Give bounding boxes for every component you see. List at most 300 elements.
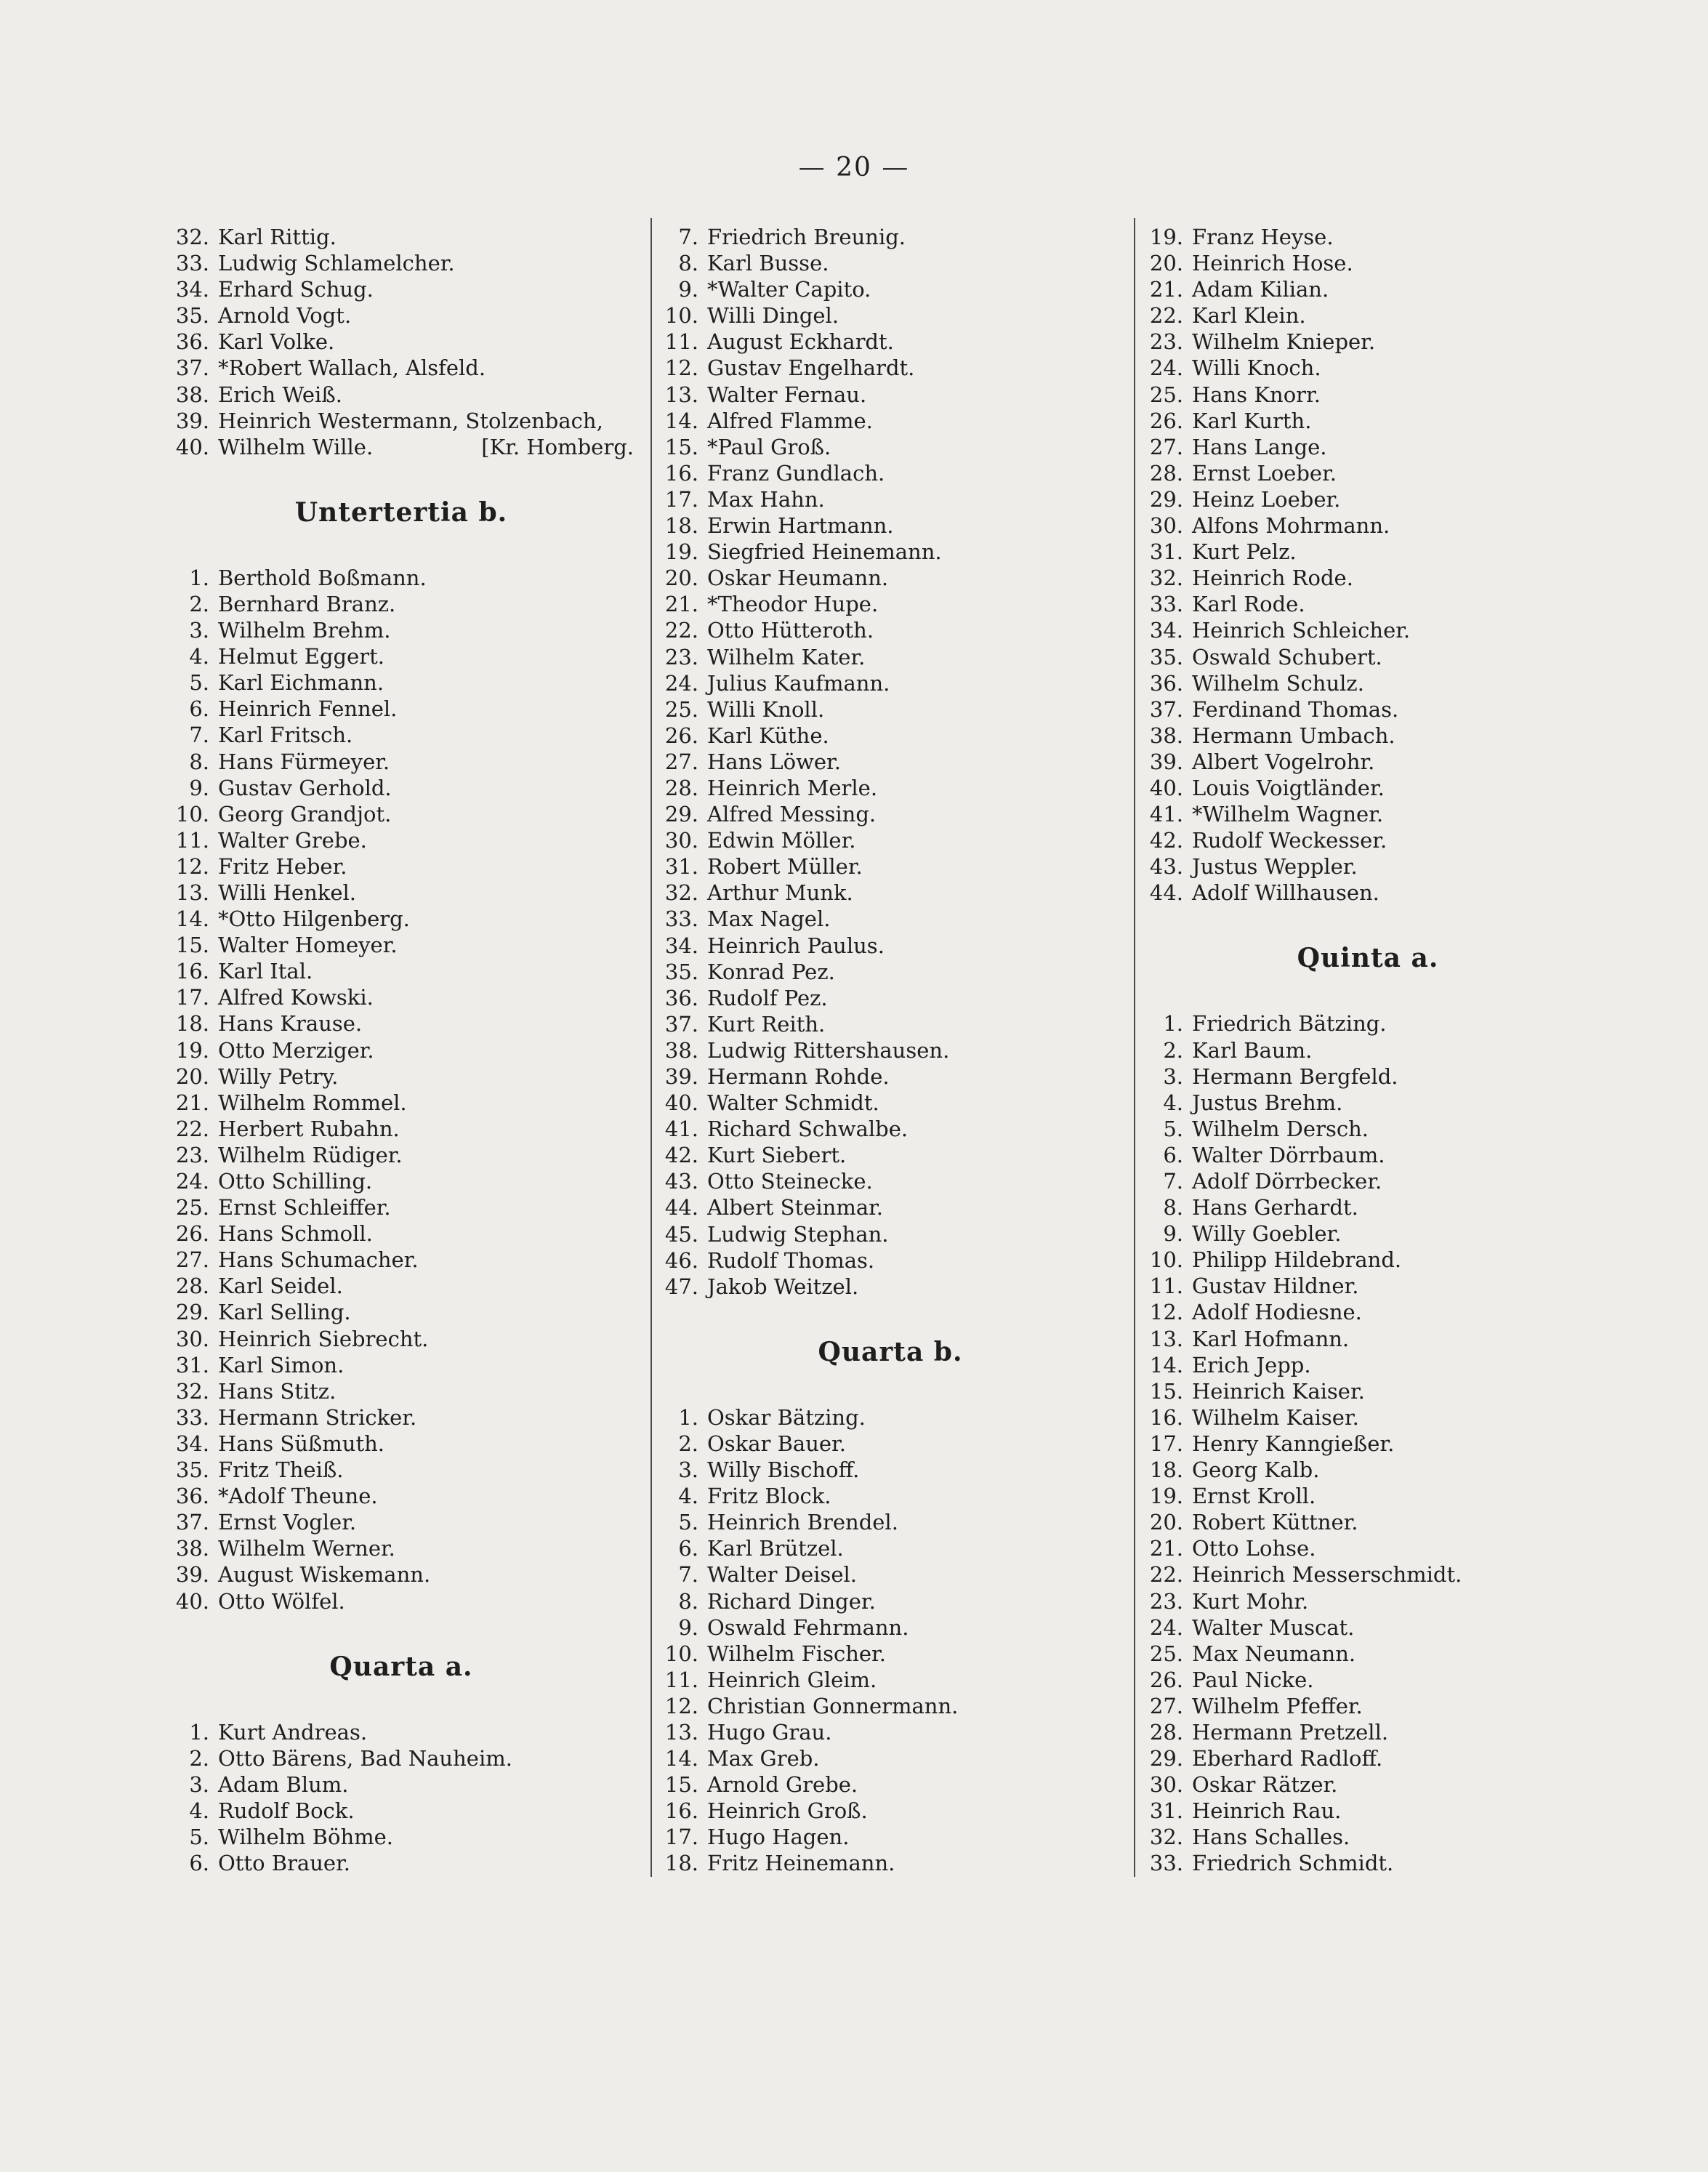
list-item <box>650 644 1130 670</box>
entry-number: 28. <box>1149 1719 1183 1745</box>
student-name: Justus Weppler. <box>1192 854 1358 880</box>
list-item <box>161 1010 641 1037</box>
list-item <box>650 382 1130 408</box>
list-item <box>161 801 641 827</box>
list-item <box>650 775 1130 801</box>
entry-number: 33. <box>1149 592 1183 617</box>
student-name: Otto Hütteroth. <box>707 618 874 643</box>
student-name: Wilhelm Schulz. <box>1192 670 1364 696</box>
entry-number: 46. <box>664 1247 698 1273</box>
student-name: Karl Busse. <box>707 251 829 276</box>
entry-number: 20. <box>1149 1510 1183 1535</box>
entry-number: 39. <box>175 408 209 433</box>
student-name: Adolf Willhausen. <box>1192 880 1379 906</box>
list-item <box>161 853 641 880</box>
entry-number: 26. <box>664 723 698 748</box>
student-name: Walter Homeyer. <box>218 933 398 958</box>
student-name: Franz Heyse. <box>1192 225 1334 249</box>
entry-number: 39. <box>664 1064 698 1089</box>
entry-number: 35. <box>1149 644 1183 669</box>
student-name: Willi Knoll. <box>707 696 825 722</box>
student-name: Willi Knoch. <box>1192 355 1321 381</box>
entry-number: 1. <box>189 1719 209 1745</box>
entry-number: 19. <box>175 1037 209 1063</box>
entry-number: 15. <box>664 1772 698 1798</box>
entry-number: 40. <box>1149 775 1183 800</box>
entry-number: 23. <box>175 1142 209 1167</box>
page-number: — 20 — <box>798 153 910 182</box>
entry-number: 9. <box>189 775 209 800</box>
student-name: Alfons Mohrmann. <box>1192 513 1390 539</box>
entry-number: 12. <box>1149 1300 1183 1325</box>
entry-number: 41. <box>664 1117 698 1142</box>
list-item <box>650 329 1130 355</box>
list-item <box>650 1561 1130 1588</box>
student-name: Wilhelm Wille. <box>218 434 374 459</box>
student-name: Hans Knorr. <box>1192 382 1321 407</box>
student-name: Max Hahn. <box>707 486 825 512</box>
entry-number: 14. <box>175 906 209 932</box>
student-name: Hermann Umbach. <box>1192 723 1395 748</box>
list-item <box>650 539 1130 565</box>
entry-number: 32. <box>1149 566 1183 591</box>
entry-number: 2. <box>189 591 209 616</box>
entry-number: 31. <box>1149 1798 1183 1824</box>
entry-number: 9. <box>678 1614 698 1640</box>
student-name: Franz Gundlach. <box>707 460 885 486</box>
list-item <box>650 1221 1130 1247</box>
student-name: Heinrich Siebrecht. <box>218 1326 429 1351</box>
student-name: Oskar Bauer. <box>707 1431 846 1456</box>
list-item <box>650 1667 1130 1693</box>
list-item <box>161 1194 641 1220</box>
student-name: Albert Steinmar. <box>707 1195 883 1220</box>
list-item <box>161 1561 641 1588</box>
list-item <box>650 1063 1130 1090</box>
entry-number: 22. <box>1149 303 1183 329</box>
list-item <box>161 775 641 801</box>
student-name: Richard Dinger. <box>707 1588 876 1614</box>
student-name: Albert Vogelrohr. <box>1192 749 1375 774</box>
entry-number: 16. <box>1149 1404 1183 1430</box>
entry-number: 43. <box>664 1169 698 1194</box>
student-name: August Wiskemann. <box>218 1562 431 1588</box>
student-name: Wilhelm Rüdiger. <box>218 1142 403 1167</box>
list-item <box>161 827 641 853</box>
entry-number: 8. <box>189 749 209 774</box>
entry-number: 33. <box>175 1404 209 1430</box>
list-item <box>161 382 641 408</box>
entry-number: 18. <box>664 513 698 539</box>
entry-number: 32. <box>664 880 698 906</box>
list-item <box>1135 1116 1600 1142</box>
student-name: Wilhelm Fischer. <box>707 1641 886 1666</box>
student-name: Wilhelm Werner. <box>218 1536 395 1561</box>
entry-number: 29. <box>664 802 698 827</box>
list-item <box>1135 880 1600 906</box>
student-name: Hans Krause. <box>218 1011 363 1037</box>
list-item <box>1135 1168 1600 1194</box>
entry-number: 19. <box>664 539 698 565</box>
entry-number: 13. <box>1149 1326 1183 1351</box>
entry-number: 14. <box>664 1746 698 1771</box>
entry-number: 25. <box>664 696 698 722</box>
list-item <box>650 434 1130 460</box>
list-item <box>650 1404 1130 1431</box>
student-name: Adolf Hodiesne. <box>1192 1300 1362 1325</box>
entry-number: 24. <box>664 670 698 696</box>
entry-number: 3. <box>678 1457 698 1483</box>
entry-number: 45. <box>664 1221 698 1247</box>
student-name: Karl Fritsch. <box>218 723 353 748</box>
list-item <box>1135 329 1600 355</box>
student-name: August Eckhardt. <box>707 329 894 355</box>
student-name: Fritz Block. <box>707 1484 831 1509</box>
list-item <box>1135 1483 1600 1509</box>
student-name: Karl Kurth. <box>1192 408 1312 433</box>
student-name: Heinrich Rau. <box>1192 1798 1342 1824</box>
list-item <box>161 1352 641 1378</box>
entry-number: 27. <box>175 1247 209 1273</box>
list-item <box>161 1745 641 1771</box>
entry-number: 29. <box>175 1300 209 1325</box>
student-name: Ernst Schleiffer. <box>218 1195 391 1220</box>
student-name: Willy Goebler. <box>1192 1221 1342 1247</box>
entry-number: 18. <box>1149 1457 1183 1483</box>
student-name: Paul Nicke. <box>1192 1667 1314 1692</box>
student-name: Heinrich Schleicher. <box>1192 618 1411 643</box>
entry-number: 7. <box>1163 1169 1183 1194</box>
student-name: Hermann Stricker. <box>218 1404 417 1430</box>
student-name: Friedrich Schmidt. <box>1192 1851 1394 1876</box>
entry-number: 9. <box>1163 1221 1183 1247</box>
entry-number: 43. <box>1149 854 1183 880</box>
entry-number: 30. <box>175 1326 209 1351</box>
student-name: Karl Volke. <box>218 329 335 355</box>
entry-number: 7. <box>189 723 209 748</box>
list-item <box>161 1116 641 1142</box>
student-name: Hugo Grau. <box>707 1719 832 1745</box>
entry-number: 34. <box>175 1431 209 1456</box>
list-item <box>650 1011 1130 1037</box>
entry-number: 42. <box>664 1143 698 1168</box>
list-item <box>1135 1142 1600 1168</box>
entry-number: 26. <box>175 1221 209 1247</box>
list-item <box>650 276 1130 302</box>
entry-number: 27. <box>1149 1693 1183 1718</box>
entry-number: 32. <box>1149 1825 1183 1850</box>
list-item <box>161 906 641 932</box>
entry-number: 32. <box>175 225 209 249</box>
student-name: Otto Brauer. <box>218 1851 350 1876</box>
student-name: Wilhelm Rommel. <box>218 1090 407 1115</box>
list-item <box>650 1719 1130 1745</box>
student-name: Oswald Fehrmann. <box>707 1614 909 1640</box>
list-item <box>161 1824 641 1850</box>
entry-number: 27. <box>1149 434 1183 459</box>
list-item <box>161 1483 641 1509</box>
entry-number: 15. <box>1149 1378 1183 1404</box>
entry-number: 22. <box>1149 1562 1183 1588</box>
student-name: Walter Muscat. <box>1192 1614 1355 1640</box>
list-item <box>1135 827 1600 853</box>
entry-number: 3. <box>189 618 209 643</box>
student-name: Justus Brehm. <box>1192 1090 1343 1115</box>
entry-number: 4. <box>189 644 209 669</box>
entry-number: 23. <box>1149 1588 1183 1614</box>
list-item <box>650 1142 1130 1168</box>
student-name: Robert Müller. <box>707 854 863 880</box>
list-item <box>161 1719 641 1745</box>
list-item <box>161 1142 641 1168</box>
list-item <box>1135 1299 1600 1325</box>
list-item <box>1135 617 1600 643</box>
list-item <box>1135 1273 1600 1299</box>
student-name: Hans Schmoll. <box>218 1221 373 1247</box>
student-name: Walter Grebe. <box>218 827 367 853</box>
list-item <box>161 880 641 906</box>
student-name: *Theodor Hupe. <box>707 592 879 617</box>
list-item <box>161 1063 641 1090</box>
entry-number: 13. <box>664 1719 698 1745</box>
entry-number: 10. <box>1149 1247 1183 1273</box>
list-item <box>650 355 1130 381</box>
entry-number: 36. <box>175 329 209 355</box>
entry-number: 42. <box>1149 828 1183 853</box>
list-item <box>1135 1090 1600 1116</box>
entry-number: 31. <box>175 1352 209 1377</box>
list-item <box>1135 1010 1600 1037</box>
class-heading: Untertertia b. <box>294 496 508 528</box>
entry-number: 12. <box>664 1693 698 1718</box>
list-item <box>161 1457 641 1483</box>
list-item <box>650 1745 1130 1771</box>
column-2 <box>650 224 1130 1877</box>
student-name: Wilhelm Kater. <box>707 644 866 669</box>
entry-number: 16. <box>664 1798 698 1824</box>
student-name: Oskar Heumann. <box>707 566 889 591</box>
entry-number: 4. <box>678 1484 698 1509</box>
entry-number: 30. <box>1149 513 1183 539</box>
entry-number: 28. <box>175 1274 209 1299</box>
list-item <box>1135 512 1600 539</box>
list-item <box>161 1798 641 1824</box>
student-name: Oskar Rätzer. <box>1192 1772 1338 1798</box>
student-name: Walter Deisel. <box>707 1562 857 1588</box>
student-name: Heinrich Hose. <box>1192 251 1353 276</box>
list-item <box>650 1247 1130 1274</box>
student-name: Karl Rode. <box>1192 592 1305 617</box>
list-item <box>650 801 1130 827</box>
entry-number: 21. <box>1149 277 1183 302</box>
entry-number: 14. <box>664 408 698 433</box>
entry-number: 40. <box>175 1588 209 1614</box>
list-item <box>1135 565 1600 591</box>
entry-number: 39. <box>175 1562 209 1588</box>
entry-number: 6. <box>1163 1142 1183 1167</box>
student-name: Heinz Loeber. <box>1192 486 1341 512</box>
student-name: Berthold Boßmann. <box>218 565 427 590</box>
entry-number: 30. <box>664 828 698 853</box>
list-item <box>161 1220 641 1247</box>
list-item <box>1135 1850 1600 1876</box>
entry-number: 6. <box>189 696 209 722</box>
student-name: Kurt Reith. <box>707 1011 826 1037</box>
list-item <box>1135 1798 1600 1824</box>
entry-number: 10. <box>175 801 209 826</box>
entry-number: 1. <box>678 1404 698 1430</box>
entry-number: 21. <box>1149 1536 1183 1561</box>
student-name: Georg Kalb. <box>1192 1457 1320 1483</box>
student-name: Julius Kaufmann. <box>707 670 890 696</box>
entry-number: 24. <box>1149 355 1183 381</box>
student-name: Willi Dingel. <box>707 303 839 329</box>
entry-number: 35. <box>175 303 209 329</box>
student-name: Walter Schmidt. <box>707 1090 879 1116</box>
list-item <box>650 1116 1130 1142</box>
entry-number: 26. <box>1149 408 1183 433</box>
student-name: Ludwig Stephan. <box>707 1221 889 1247</box>
student-name: Helmut Eggert. <box>218 644 384 669</box>
list-item <box>650 1614 1130 1641</box>
student-name: Rudolf Pez. <box>707 985 828 1010</box>
list-item <box>650 1037 1130 1063</box>
student-name: Hermann Rohde. <box>707 1064 890 1089</box>
entry-number: 5. <box>1163 1116 1183 1141</box>
list-item <box>161 1168 641 1194</box>
list-item <box>650 1168 1130 1194</box>
list-item <box>1135 723 1600 749</box>
list-item <box>650 250 1130 276</box>
entry-number: 47. <box>664 1274 698 1299</box>
list-item <box>161 1509 641 1535</box>
entry-number: 6. <box>189 1851 209 1876</box>
entry-number: 7. <box>678 1562 698 1588</box>
list-item <box>161 696 641 722</box>
student-name: Hans Schumacher. <box>218 1247 419 1273</box>
student-name: Edwin Möller. <box>707 828 856 853</box>
entry-number: 12. <box>175 853 209 879</box>
list-item <box>1135 250 1600 276</box>
student-name: Karl Selling. <box>218 1300 351 1325</box>
student-name: Heinrich Paulus. <box>707 933 885 958</box>
list-item <box>650 1090 1130 1116</box>
class-heading: Quinta a. <box>1297 943 1439 974</box>
student-name: Karl Seidel. <box>218 1274 343 1299</box>
student-name: *Wilhelm Wagner. <box>1192 802 1384 827</box>
entry-number: 21. <box>175 1090 209 1115</box>
student-name: Otto Steinecke. <box>707 1169 873 1194</box>
entry-number: 40. <box>664 1090 698 1116</box>
student-name: Ludwig Rittershausen. <box>707 1037 950 1063</box>
student-name: Friedrich Breunig. <box>707 225 906 249</box>
student-name: Otto Lohse. <box>1192 1536 1316 1561</box>
entry-number: 17. <box>664 1825 698 1850</box>
list-item <box>1135 1326 1600 1352</box>
student-name: Max Neumann. <box>1192 1641 1356 1666</box>
list-item <box>161 984 641 1010</box>
list-item <box>161 1090 641 1116</box>
list-item <box>161 1273 641 1299</box>
student-name: Oswald Schubert. <box>1192 644 1382 669</box>
student-name: Rudolf Bock. <box>218 1798 355 1823</box>
list-item <box>1135 355 1600 381</box>
list-item <box>1135 1457 1600 1483</box>
student-name: Ferdinand Thomas. <box>1192 696 1399 722</box>
student-name: Ernst Kroll. <box>1192 1484 1316 1509</box>
list-item <box>1135 1378 1600 1404</box>
list-item <box>161 669 641 696</box>
column-1 <box>161 224 641 1876</box>
entry-number: 22. <box>664 618 698 643</box>
student-name: Heinrich Fennel. <box>218 696 398 722</box>
student-name: Hans Löwer. <box>707 749 841 774</box>
entry-number: 38. <box>175 382 209 407</box>
entry-number: 11. <box>664 1667 698 1692</box>
entry-number: 44. <box>1149 880 1183 906</box>
student-name: Heinrich Kaiser. <box>1192 1378 1365 1404</box>
student-name: Georg Grandjot. <box>218 801 392 826</box>
entry-number: 38. <box>664 1037 698 1063</box>
entry-number: 30. <box>1149 1772 1183 1798</box>
list-item <box>650 1824 1130 1850</box>
entry-number: 24. <box>1149 1614 1183 1640</box>
list-item <box>161 565 641 591</box>
student-name: Otto Merziger. <box>218 1037 374 1063</box>
list-item <box>161 434 641 460</box>
list-item <box>650 565 1130 591</box>
list-item <box>650 1771 1130 1798</box>
list-item <box>161 1299 641 1325</box>
list-item <box>650 617 1130 643</box>
list-item <box>1135 1063 1600 1090</box>
list-item <box>1135 408 1600 434</box>
entry-number: 35. <box>175 1457 209 1483</box>
student-name: Heinrich Brendel. <box>707 1510 898 1535</box>
list-item <box>1135 775 1600 801</box>
student-name: Richard Schwalbe. <box>707 1117 909 1142</box>
entry-number: 37. <box>175 355 209 381</box>
entry-number: 40. <box>175 434 209 459</box>
entry-number: 26. <box>1149 1667 1183 1692</box>
list-item <box>650 1798 1130 1824</box>
entry-number: 34. <box>175 277 209 302</box>
student-name: Arthur Munk. <box>707 880 853 906</box>
list-item <box>161 1037 641 1063</box>
list-item <box>161 1850 641 1876</box>
list-item <box>161 1326 641 1352</box>
entry-number: 22. <box>175 1116 209 1141</box>
entry-number: 4. <box>1163 1090 1183 1115</box>
entry-number: 10. <box>664 303 698 329</box>
student-name: Erhard Schug. <box>218 277 374 302</box>
list-item <box>650 933 1130 959</box>
student-name: Walter Dörrbaum. <box>1192 1142 1385 1167</box>
list-item <box>650 1588 1130 1614</box>
list-item <box>161 355 641 381</box>
list-item <box>1135 853 1600 880</box>
list-item <box>161 1378 641 1404</box>
entry-number: 36. <box>175 1484 209 1509</box>
student-name: Fritz Heber. <box>218 853 347 879</box>
student-name: Karl Hofmann. <box>1192 1326 1350 1351</box>
student-name: Hans Fürmeyer. <box>218 749 390 774</box>
entry-number: 2. <box>678 1431 698 1456</box>
student-name: Louis Voigtländer. <box>1192 775 1385 800</box>
student-name: Wilhelm Dersch. <box>1192 1116 1369 1141</box>
student-name: Ernst Loeber. <box>1192 460 1337 486</box>
entry-number: 17. <box>175 985 209 1010</box>
